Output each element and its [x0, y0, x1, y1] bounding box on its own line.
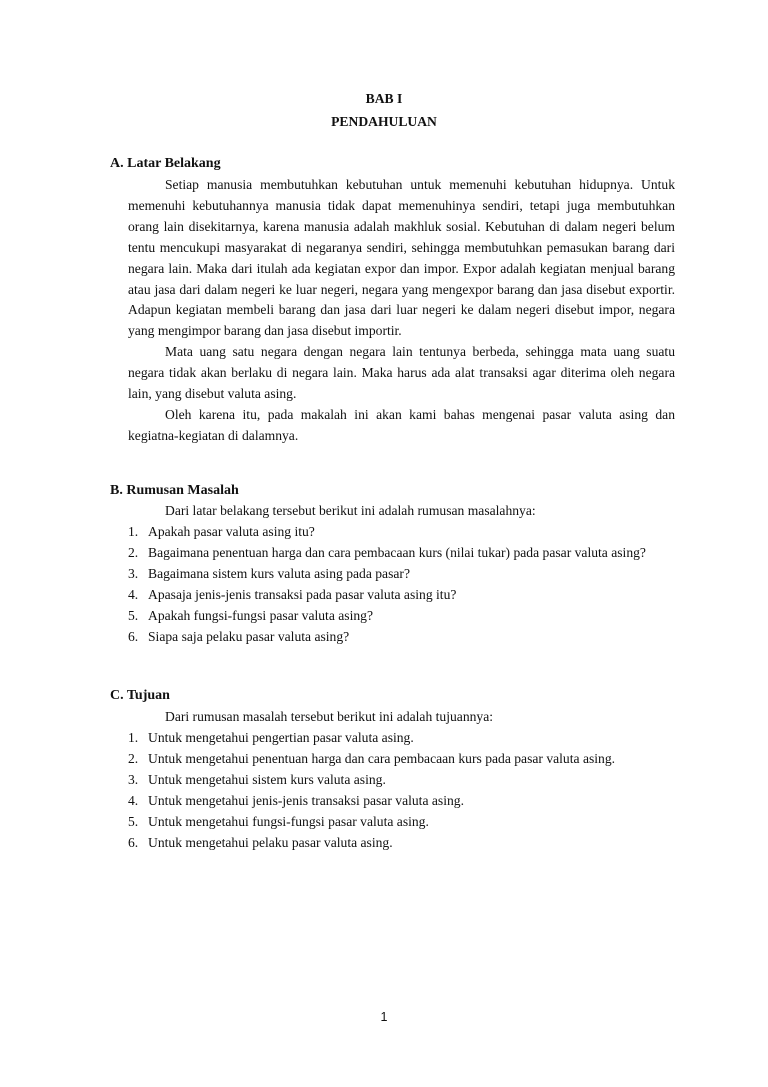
list-item	[128, 770, 675, 791]
list-number: 2.	[128, 750, 139, 766]
section-c-intro: Dari rumusan masalah tersebut berikut ini adalah tujuannya:	[165, 709, 494, 724]
list-item	[128, 749, 675, 770]
list-text: Untuk mengetahui jenis-jenis transaksi pasar valuta asing.	[148, 792, 464, 808]
list-text: Apakah fungsi-fungsi pasar valuta asing?	[148, 607, 373, 623]
list-number: 5.	[128, 813, 139, 829]
list-text: Untuk mengetahui fungsi-fungsi pasar valuta asing.	[148, 813, 429, 829]
list-item	[128, 833, 675, 854]
list-number: 6.	[128, 628, 139, 644]
list-text: Bagaimana sistem kurs valuta asing pada pasar?	[148, 565, 410, 581]
list-item	[128, 728, 675, 749]
list-item	[128, 606, 675, 627]
list-item	[128, 812, 675, 833]
section-a-heading: A. Latar Belakang	[110, 156, 221, 171]
list-item	[128, 791, 675, 812]
list-number: 4.	[128, 792, 139, 808]
list-text: Untuk mengetahui pengertian pasar valuta asing.	[148, 730, 414, 745]
list-number: 3.	[128, 771, 139, 787]
section-b-heading: B. Rumusan Masalah	[110, 483, 239, 498]
section-c-list	[128, 728, 675, 853]
list-text: Apasaja jenis-jenis transaksi pada pasar valuta asing itu?	[148, 586, 457, 602]
paragraph: Oleh karena itu, pada makalah ini akan kami bahas mengenai pasar valuta asing dan kegiatna-kegiatan di dalamnya.	[128, 406, 675, 443]
list-item	[128, 564, 675, 585]
list-item	[128, 522, 675, 543]
section-b-intro: Dari latar belakang tersebut berikut ini adalah rumusan masalahnya:	[165, 503, 536, 518]
section-b-list	[128, 522, 675, 647]
list-number: 1.	[128, 730, 139, 745]
list-text: Siapa saja pelaku pasar valuta asing?	[148, 628, 350, 644]
list-number: 6.	[128, 834, 139, 850]
list-text: Untuk mengetahui pelaku pasar valuta asing.	[148, 834, 393, 850]
page-number: 1	[380, 1010, 388, 1024]
paragraph: Mata uang satu negara dengan negara lain tentunya berbeda, sehingga mata uang suatu negara tidak akan berlaku di negara lain. Maka harus ada alat transaksi agar diterima oleh negara lain, yang disebut valuta asing.	[128, 344, 675, 402]
section-a-body	[128, 175, 675, 447]
list-text: Untuk mengetahui sistem kurs valuta asing.	[148, 771, 386, 787]
list-text: Untuk mengetahui penentuan harga dan cara pembacaan kurs pada pasar valuta asing.	[148, 750, 616, 766]
list-number: 4.	[128, 586, 139, 602]
list-item	[128, 543, 675, 564]
list-text: Apakah pasar valuta asing itu?	[148, 524, 315, 539]
list-number: 3.	[128, 565, 139, 581]
list-text: Bagaimana penentuan harga dan cara pembacaan kurs (nilai tukar) pada pasar valuta asing?	[148, 544, 646, 560]
chapter-number: BAB I	[365, 91, 403, 106]
list-item	[128, 627, 675, 648]
section-c-heading: C. Tujuan	[110, 688, 170, 703]
chapter-title: PENDAHULUAN	[331, 114, 437, 129]
list-item	[128, 585, 675, 606]
list-number: 5.	[128, 607, 139, 623]
paragraph: Setiap manusia membutuhkan kebutuhan untuk memenuhi kebutuhan hidupnya. Untuk memenuhi kebutuhannya manusia tidak dapat memenuhinya sendiri, tetapi juga membutuhkan orang lain disekitarnya, karena manusia adalah makhluk sosial. Kebutuhan di dalam negeri belum tentu mencukupi masyarakat di negaranya sendiri, sehingga membutuhkan pemasukan barang dari negara lain. Maka dari itulah ada kegiatan expor dan impor. Expor adalah kegiatan menjual barang atau jasa dari dalam negeri ke luar negeri, negara yang mengexpor barang dan jasa disebut exportir. Adapun kegiatan membeli barang dan jasa dari luar negeri ke dalam negeri disebut impor, negara yang mengimpor barang dan jasa disebut importir.	[128, 177, 675, 339]
list-number: 1.	[128, 524, 139, 539]
list-number: 2.	[128, 544, 139, 560]
